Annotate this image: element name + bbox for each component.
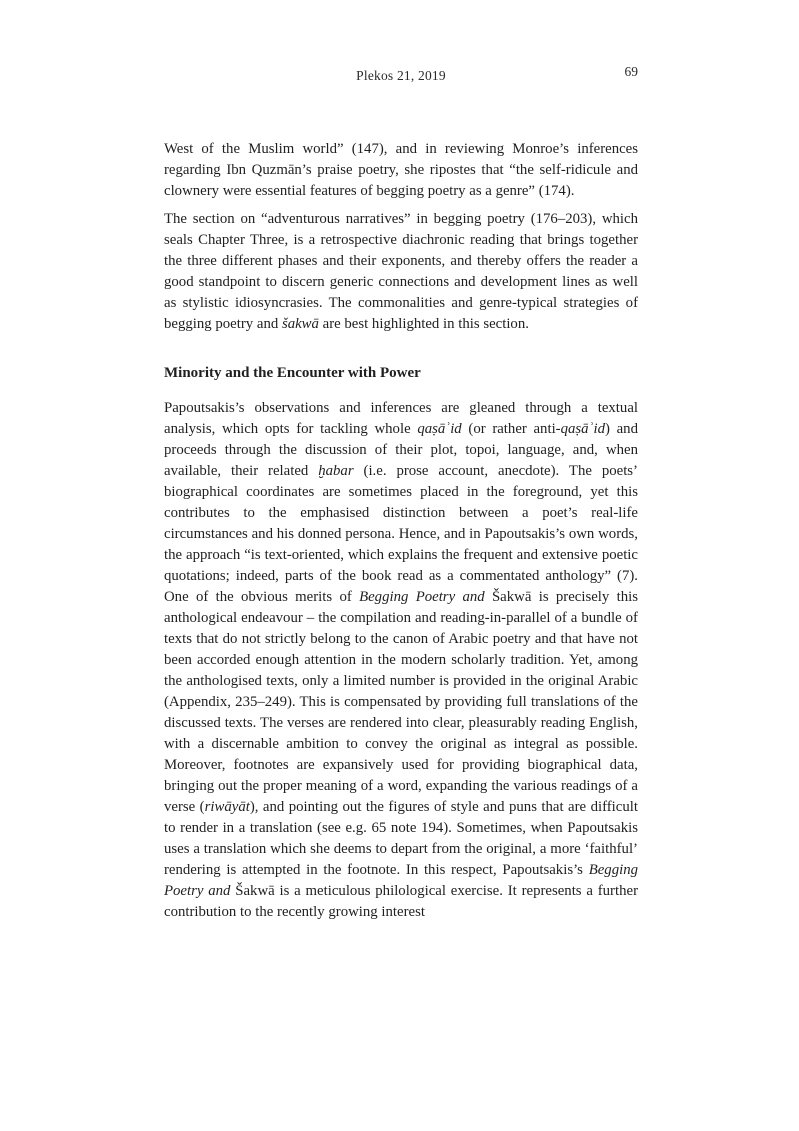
paragraph: Papoutsakis’s observations and inferences are gleaned through a textual analysis, which opts for tackling whole qaṣāʾid (or rather anti-qaṣāʾid) and proceeds through the discussion of their plot, topoi, language, and, when available, their related ḫabar (i.e. prose account, anecdote). The poets’ biographical coordinates are sometimes placed in the foreground, yet this contributes to the emphasised distinction between a poet’s real-life circumstances and his donned persona. Hence, and in Papoutsakis’s own words, the approach “is text-oriented, which explains the frequent and extensive poetic quotations; indeed, parts of the book read as a commentated anthology” (7). One of the obvious merits of Begging Poetry and Šakwā is precisely this anthological endeavour – the compilation and reading-in-parallel of a bundle of texts that do not strictly belong to the canon of Arabic poetry and that have not been accorded enough attention in the modern scholarly tradition. Yet, among the anthologised texts, only a limited number is provided in the original Arabic (Appendix, 235–249). This is compensated by providing full translations of the discussed texts. The verses are rendered into clear, pleasurably reading English, with a discernable ambition to convey the original as integral as possible. Moreover, footnotes are expansively used for providing biographical data, bringing out the proper meaning of a word, expanding the various readings of a verse (riwāyāt), and pointing out the figures of style and puns that are difficult to render in a translation (see e.g. 65 note 194). Sometimes, when Papoutsakis uses a translation which she deems to depart from the original, a more ‘faithful’ rendering is attempted in the footnote. In this respect, Papoutsakis’s Begging Poetry and Šakwā is a meticulous philological exercise. It represents a further contribution to the recently growing interest	[164, 400, 638, 920]
journal-running-head: Plekos 21, 2019	[356, 68, 446, 83]
paragraph: The section on “adventurous narratives” in begging poetry (176–203), which seals Chapter Three, is a retrospective diachronic reading that brings together the three different phases and their exponents, and thereby offers the reader a good standpoint to discern generic connections and development lines as well as stylistic idiosyncrasies. The commonalities and genre-typical strategies of begging poetry and šakwā are best highlighted in this section.	[164, 211, 638, 332]
text-body	[164, 139, 638, 930]
paragraph: West of the Muslim world” (147), and in reviewing Monroe’s inferences regarding Ibn Quzmān’s praise poetry, she ripostes that “the self-ridicule and clownery were essential features of begging poetry as a genre” (174).	[164, 141, 638, 199]
page-number: 69	[624, 64, 638, 79]
section-heading: Minority and the Encounter with Power	[164, 365, 421, 381]
